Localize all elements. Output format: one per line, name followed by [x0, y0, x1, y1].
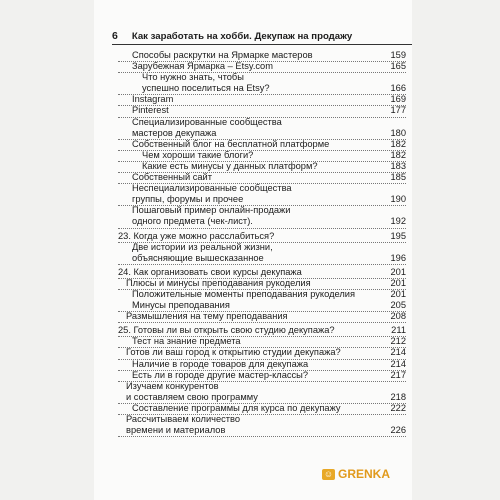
toc-entry-line: Две истории из реальной жизни, — [132, 241, 273, 252]
toc-entry-page: 201 — [390, 266, 406, 277]
toc-entry-title — [118, 359, 387, 370]
toc-entry-page: 182 — [390, 149, 406, 160]
toc-entry-line: одного предмета (чек-лист). — [132, 216, 253, 227]
toc-entry-title — [118, 94, 387, 105]
toc-entry-title — [118, 61, 387, 72]
toc-entry-line: Способы раскрутки на Ярмарке мастеров — [132, 50, 313, 60]
toc-entry-page: 195 — [390, 230, 406, 241]
toc-entry-page: 159 — [390, 50, 406, 60]
toc-entry-page: 180 — [390, 127, 406, 138]
toc-entry-title — [118, 231, 387, 242]
toc-entry-line: времени и материалов — [126, 425, 226, 436]
toc-entry — [118, 61, 406, 72]
toc-entry — [118, 161, 406, 172]
toc-entry-line: Готов ли ваш город к открытию студии декупажа? — [126, 347, 341, 358]
toc-entry-page: 182 — [390, 138, 406, 149]
toc-entry — [118, 172, 406, 183]
toc-entry — [118, 267, 406, 278]
toc-entry-line: объясняющие вышесказанное — [132, 252, 264, 263]
toc-entry-page: 196 — [390, 252, 406, 263]
toc-entry-title — [118, 183, 387, 205]
toc-entry-line: Тест на знание предмета — [132, 336, 241, 347]
toc-entry-line: мастеров декупажа — [132, 127, 217, 138]
toc-entry-line: Какие есть минусы у данных платформ? — [142, 160, 318, 171]
toc-entry — [118, 403, 406, 414]
toc-entry-line: Instagram — [132, 94, 174, 105]
toc-entry — [118, 347, 406, 358]
toc-entry — [118, 231, 406, 242]
toc-entry-line: 23. Когда уже можно расслабиться? — [118, 230, 275, 241]
toc-entry — [118, 150, 406, 161]
toc-entry-title — [118, 381, 387, 403]
grenka-logo — [322, 467, 390, 481]
toc-entry-title — [118, 267, 387, 278]
toc-entry-line: Положительные моменты преподавания рукоделия — [132, 288, 356, 299]
toc-entry-line: Минусы преподавания — [132, 300, 230, 311]
toc-entry — [118, 336, 406, 347]
toc-entry — [118, 105, 406, 116]
toc-entry — [118, 205, 406, 227]
toc-entry-title — [118, 347, 387, 358]
toc-entry-line: и составляем свою программу — [126, 391, 258, 402]
toc-entry-title — [118, 325, 387, 336]
toc-entry — [118, 311, 406, 322]
toc-entry-title — [118, 311, 387, 322]
toc-entry-page: 214 — [390, 347, 406, 358]
toc-entry-line: 25. Готовы ли вы открыть свою студию декупажа? — [118, 325, 335, 336]
toc-entry-title — [118, 289, 387, 300]
toc-entry-line: Зарубежная Ярмарка – Etsy.com — [132, 61, 273, 72]
toc-entry-line: Плюсы и минусы преподавания рукоделия — [126, 277, 311, 288]
toc-entry-title — [118, 161, 387, 172]
toc-entry-page: 169 — [390, 94, 406, 105]
toc-entry — [118, 414, 406, 436]
toc-entry — [118, 359, 406, 370]
toc-entry-page: 185 — [390, 172, 406, 183]
toc-entry-page: 222 — [390, 402, 406, 413]
toc-entry — [118, 94, 406, 105]
header-title: Как заработать на хобби. Декупаж на продажу — [131, 30, 353, 42]
toc-entry-title — [118, 50, 387, 61]
toc-entry-page: 166 — [390, 83, 406, 94]
toc-entry-title — [118, 117, 387, 139]
toc-entry — [118, 300, 406, 311]
toc-entry-title — [118, 403, 387, 414]
toc-entry-page: 201 — [390, 288, 406, 299]
header-page-number: 6 — [112, 30, 118, 42]
toc-entry — [118, 117, 406, 139]
toc-entry — [118, 72, 406, 94]
toc-entry — [118, 50, 406, 61]
toc-entry-page: 218 — [390, 391, 406, 402]
toc-entry-line: группы, форумы и прочее — [132, 194, 244, 205]
toc-entry-line: Рассчитываем количество — [126, 414, 241, 424]
toc-entry-line: 24. Как организовать свои курсы декупажа — [118, 266, 302, 277]
toc-entry-page: 192 — [390, 216, 406, 227]
logo-text: GRENKA — [338, 467, 391, 481]
toc-entry-line: Размышления на тему преподавания — [126, 311, 288, 322]
toc-entry-page: 208 — [390, 311, 406, 322]
toc-entry-title — [118, 370, 387, 381]
header-rule — [112, 44, 412, 45]
toc-entry-line: Собственный сайт — [132, 172, 213, 183]
toc-entry-title — [118, 105, 387, 116]
toc-entry-title — [118, 205, 387, 227]
toc-entry — [118, 183, 406, 205]
toc-entry-page: 214 — [390, 358, 406, 369]
toc-entry-title — [118, 300, 387, 311]
toc-entry-page: 205 — [390, 300, 406, 311]
toc-entry — [118, 370, 406, 381]
smile-icon: ☺ — [323, 468, 334, 479]
toc-entry-page: 217 — [390, 369, 406, 380]
toc-entry-page: 201 — [390, 277, 406, 288]
toc-entry-page: 211 — [391, 325, 406, 336]
toc-entry-title — [118, 72, 387, 94]
toc-entry-line: Неспециализированные сообщества — [132, 183, 292, 194]
toc-entry-title — [118, 242, 387, 264]
toc-entry-line: Пошаговый пример онлайн-продажи — [132, 205, 291, 216]
toc-entry — [118, 289, 406, 300]
toc-entry-page: 177 — [390, 105, 406, 116]
toc-entry — [118, 278, 406, 289]
toc-entry — [118, 242, 406, 264]
toc-entry-line: Составление программы для курса по декупажу — [132, 402, 341, 413]
toc-entry-line: Специализированные сообщества — [132, 116, 282, 127]
toc-entry-line: Что нужно знать, чтобы — [142, 72, 244, 83]
toc-entry-line: Есть ли в городе другие мастер-классы? — [132, 369, 309, 380]
toc-entry-page: 165 — [390, 61, 406, 72]
toc-entry-title — [118, 150, 387, 161]
toc-entry — [118, 325, 406, 336]
toc-entry-title — [118, 278, 387, 289]
toc-entry-page: 183 — [390, 160, 406, 171]
toc-entry-line: Собственный блог на бесплатной платформе — [132, 138, 330, 149]
toc-entry-title — [118, 172, 387, 183]
toc-entry-page: 226 — [390, 425, 406, 436]
toc-entry-title — [118, 139, 387, 150]
toc-entry-line: Pinterest — [132, 105, 169, 116]
toc-entry-page: 212 — [390, 336, 406, 347]
toc-entry-line: успешно поселиться на Etsy? — [142, 83, 270, 94]
toc-entry-line: Наличие в городе товаров для декупажа — [132, 358, 309, 369]
toc-entry-title — [118, 336, 387, 347]
running-header — [112, 30, 412, 42]
toc-entry — [118, 139, 406, 150]
table-of-contents — [118, 50, 406, 436]
toc-entry-title — [118, 414, 387, 436]
toc-entry — [118, 381, 406, 403]
toc-entry-page: 190 — [390, 194, 406, 205]
toc-entry-line: Изучаем конкурентов — [126, 380, 219, 391]
toc-entry-line: Чем хороши такие блоги? — [142, 149, 254, 160]
